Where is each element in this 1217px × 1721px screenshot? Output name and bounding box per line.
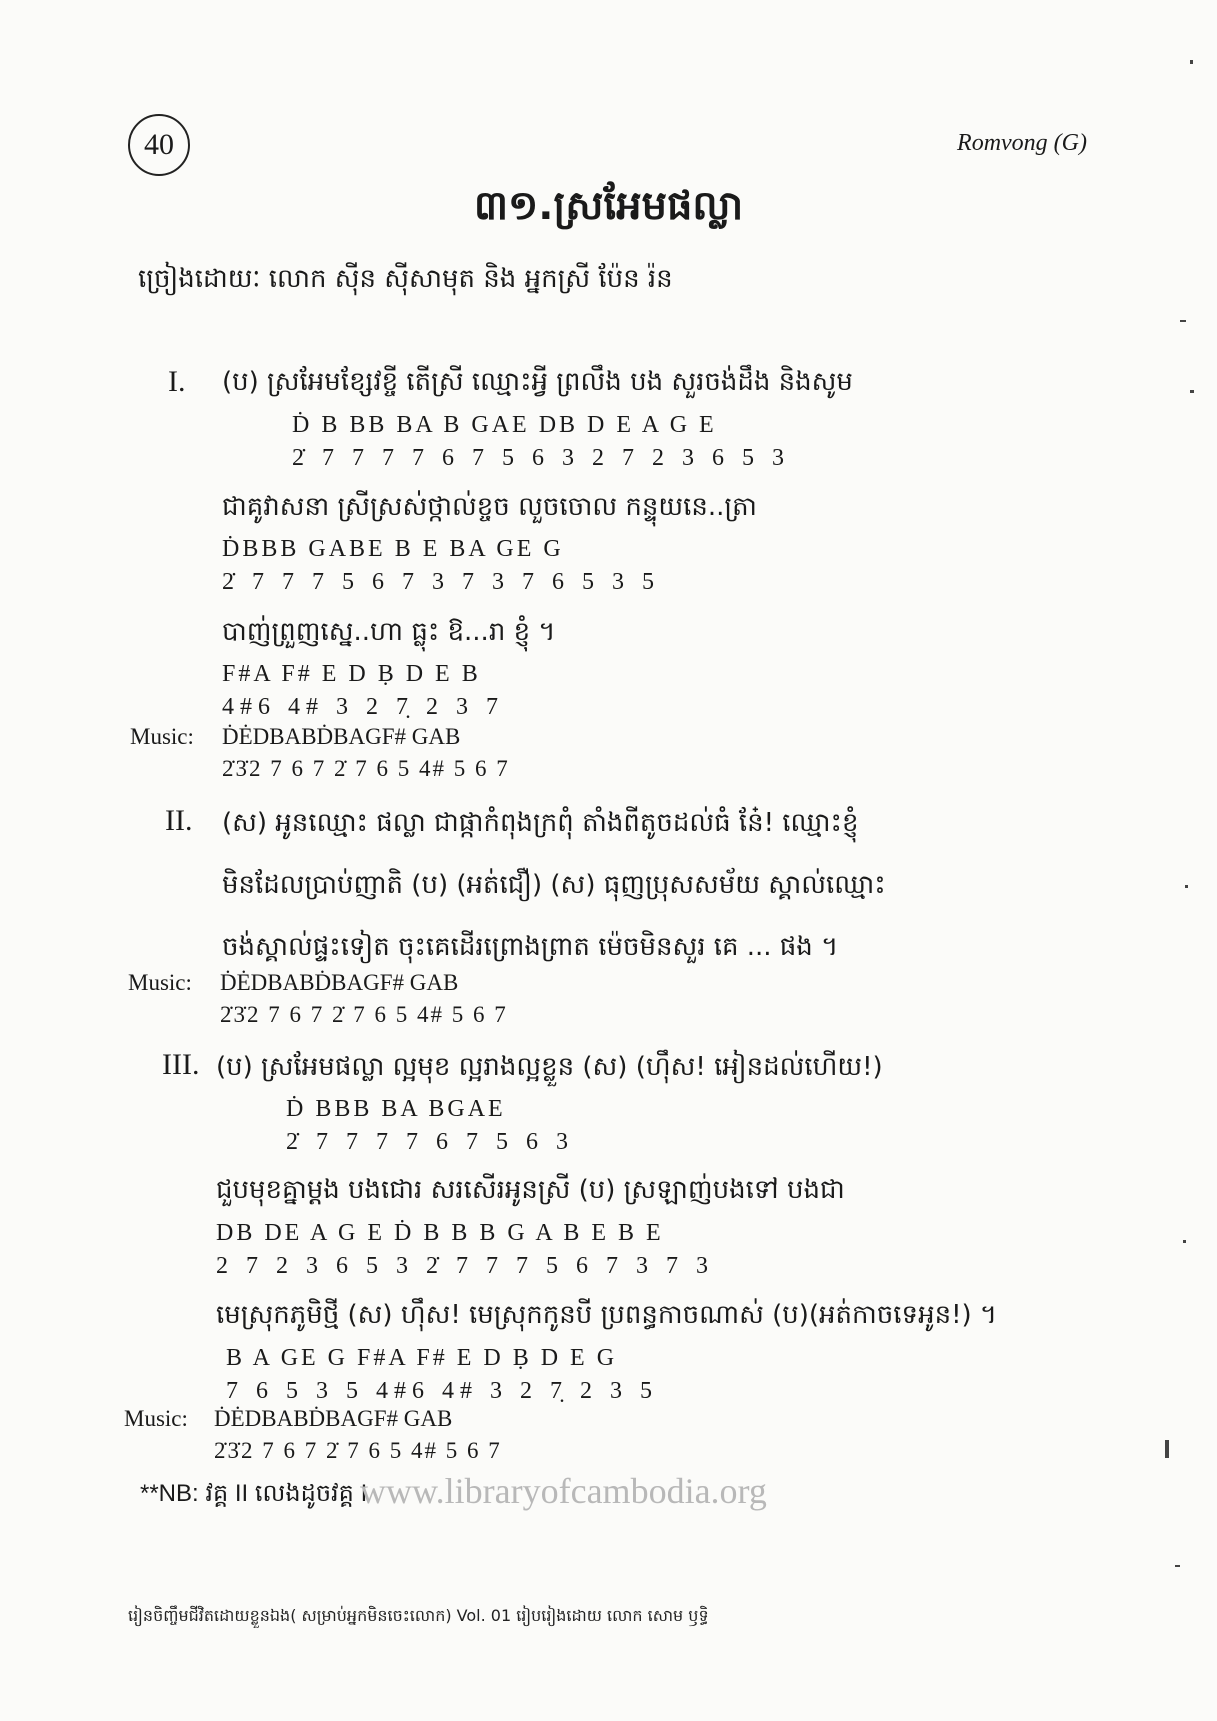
rhythm-style-label: Romvong (G) <box>957 130 1087 156</box>
verse-3-numbers-2: 2 7 2 3 6 5 3 2̇ 7 7 7 5 6 7 3 7 3 <box>216 1253 714 1279</box>
verse-3-numbers-1: 2̇ 7 7 7 7 6 7 5 6 3 <box>286 1129 574 1155</box>
page-number: 40 <box>128 114 190 176</box>
verse-1-lyric-2: ជាគូវាសនា ស្រីស្រស់ថ្កាល់ខ្ចច លួចចោល កន្ទុយនេ..ត្រា <box>222 492 757 522</box>
verse-1-numeral: I. <box>168 365 186 398</box>
verse-1-lyric-1: (ប) ស្រអែមខ្សែវខ្ចី តើស្រី ឈ្មោះអ្វី ព្រលឹង បង សួរចង់ដឹង និងសូម <box>222 367 853 397</box>
verse-1-music-numbers: 2̇3̇2 7 6 7 2̇ 7 6 5 4# 5 6 7 <box>222 756 510 781</box>
verse-2-lyric-3: ចង់ស្គាល់ផ្ទះទៀត ចុះគេដើរព្រោងព្រាត ម៉េចមិនសួរ គេ ... ផង ។ <box>222 932 839 962</box>
verse-2-music-label: Music: <box>128 970 192 995</box>
verse-1-notes-2: ḊBBB GABE B E BA GE G <box>222 536 564 562</box>
scan-speck <box>1180 320 1186 322</box>
verse-1-notes-1: Ḋ B BB BA B GAE DB D E A G E <box>292 412 717 438</box>
verse-3-music-label: Music: <box>124 1406 188 1431</box>
verse-3-lyric-3: មេស្រុកភូមិថ្មី (ស) ហ៊ឹស! មេស្រុកកូនបី ប្រពន្ធកាចណាស់ (ប)(អត់កាចទេអូន!) ។ <box>216 1300 998 1330</box>
verse-3-music-numbers: 2̇3̇2 7 6 7 2̇ 7 6 5 4# 5 6 7 <box>214 1438 502 1463</box>
page-footer: រៀនចិញ្ចឹមជីវិតដោយខ្លួនឯង( សម្រាប់អ្នកមិនចេះលោក) Vol. 01 រៀបរៀងដោយ លោក សោម ឫទ្ធិ <box>128 1606 709 1625</box>
performance-note: **NB: វគ្គ II លេងដូចវគ្គ I <box>140 1480 368 1507</box>
scan-speck <box>1165 1440 1169 1458</box>
verse-3-notes-3: B A GE G F#A F# E D Ḅ D E G <box>226 1345 618 1371</box>
verse-2-music-notes: ḊĖDBABḊBAGF# GAB <box>220 970 459 995</box>
scan-speck <box>1183 1240 1186 1243</box>
verse-1-music-notes: ḊĖDBABḊBAGF# GAB <box>222 724 461 749</box>
verse-3-notes-2: DB DE A G E Ḋ B B B G A B E B E <box>216 1220 664 1246</box>
scan-speck <box>1190 60 1193 64</box>
verse-1-notes-3: F#A F# E D Ḅ D E B <box>222 661 481 687</box>
watermark: www.libraryofcambodia.org <box>360 1471 767 1511</box>
verse-3-lyric-1: (ប) ស្រអែមផល្លា ល្អមុខ ល្អរាងល្អខ្លួន (ស) (ហ៊ឹស! អៀនដល់ហើយ!) <box>216 1052 883 1082</box>
scan-speck <box>1190 390 1194 393</box>
verse-2-numeral: II. <box>165 804 193 837</box>
verse-2-music-numbers: 2̇3̇2 7 6 7 2̇ 7 6 5 4# 5 6 7 <box>220 1002 508 1027</box>
verse-1-music-label: Music: <box>130 724 194 749</box>
song-title: ៣១.ស្រអែមផល្លា <box>473 183 744 229</box>
verse-3-notes-1: Ḋ BBB BA BGAE <box>286 1096 506 1122</box>
verse-2-lyric-1: (ស) អូនឈ្មោះ ផល្លា ជាផ្កាកំពុងក្រពុំ តាំងពីតូចដល់ធំ នែ៎! ឈ្មោះខ្ញុំ <box>222 808 859 838</box>
scan-speck <box>1185 885 1188 888</box>
verse-1-numbers-1: 2̇ 7 7 7 7 6 7 5 6 3 2 7 2 3 6 5 3 <box>292 445 790 471</box>
verse-3-music-notes: ḊĖDBABḊBAGF# GAB <box>214 1406 453 1431</box>
scan-speck <box>1175 1565 1180 1567</box>
verse-3-numeral: III. <box>162 1048 200 1081</box>
verse-3-numbers-3: 7 6 5 3 5 4#6 4# 3 2 7̣ 2 3 5 <box>226 1378 658 1404</box>
verse-1-numbers-3: 4#6 4# 3 2 7̣ 2 3 7 <box>222 694 504 720</box>
singers-line: ច្រៀងដោយៈ លោក ស៊ីន ស៊ីសាមុត និង អ្នកស្រី ប៉ែន រ៉ន <box>138 264 673 294</box>
verse-1-numbers-2: 2̇ 7 7 7 5 6 7 3 7 3 7 6 5 3 5 <box>222 569 660 595</box>
verse-2-lyric-2: មិនដែលប្រាប់ញាតិ (ប) (អត់ជឿ) (ស) ធុញប្រុសសម័យ ស្គាល់ឈ្មោះ <box>222 870 886 900</box>
verse-1-lyric-3: បាញ់ព្រួញស្នេ..ហា ធ្លុះ ឱ...រា ខ្ញុំ ។ <box>222 617 556 647</box>
verse-3-lyric-2: ជួបមុខគ្នាម្ដង បងជោរ សរសើរអូនស្រី (ប) ស្រឡាញ់បងទៅ បងជា <box>216 1175 845 1205</box>
